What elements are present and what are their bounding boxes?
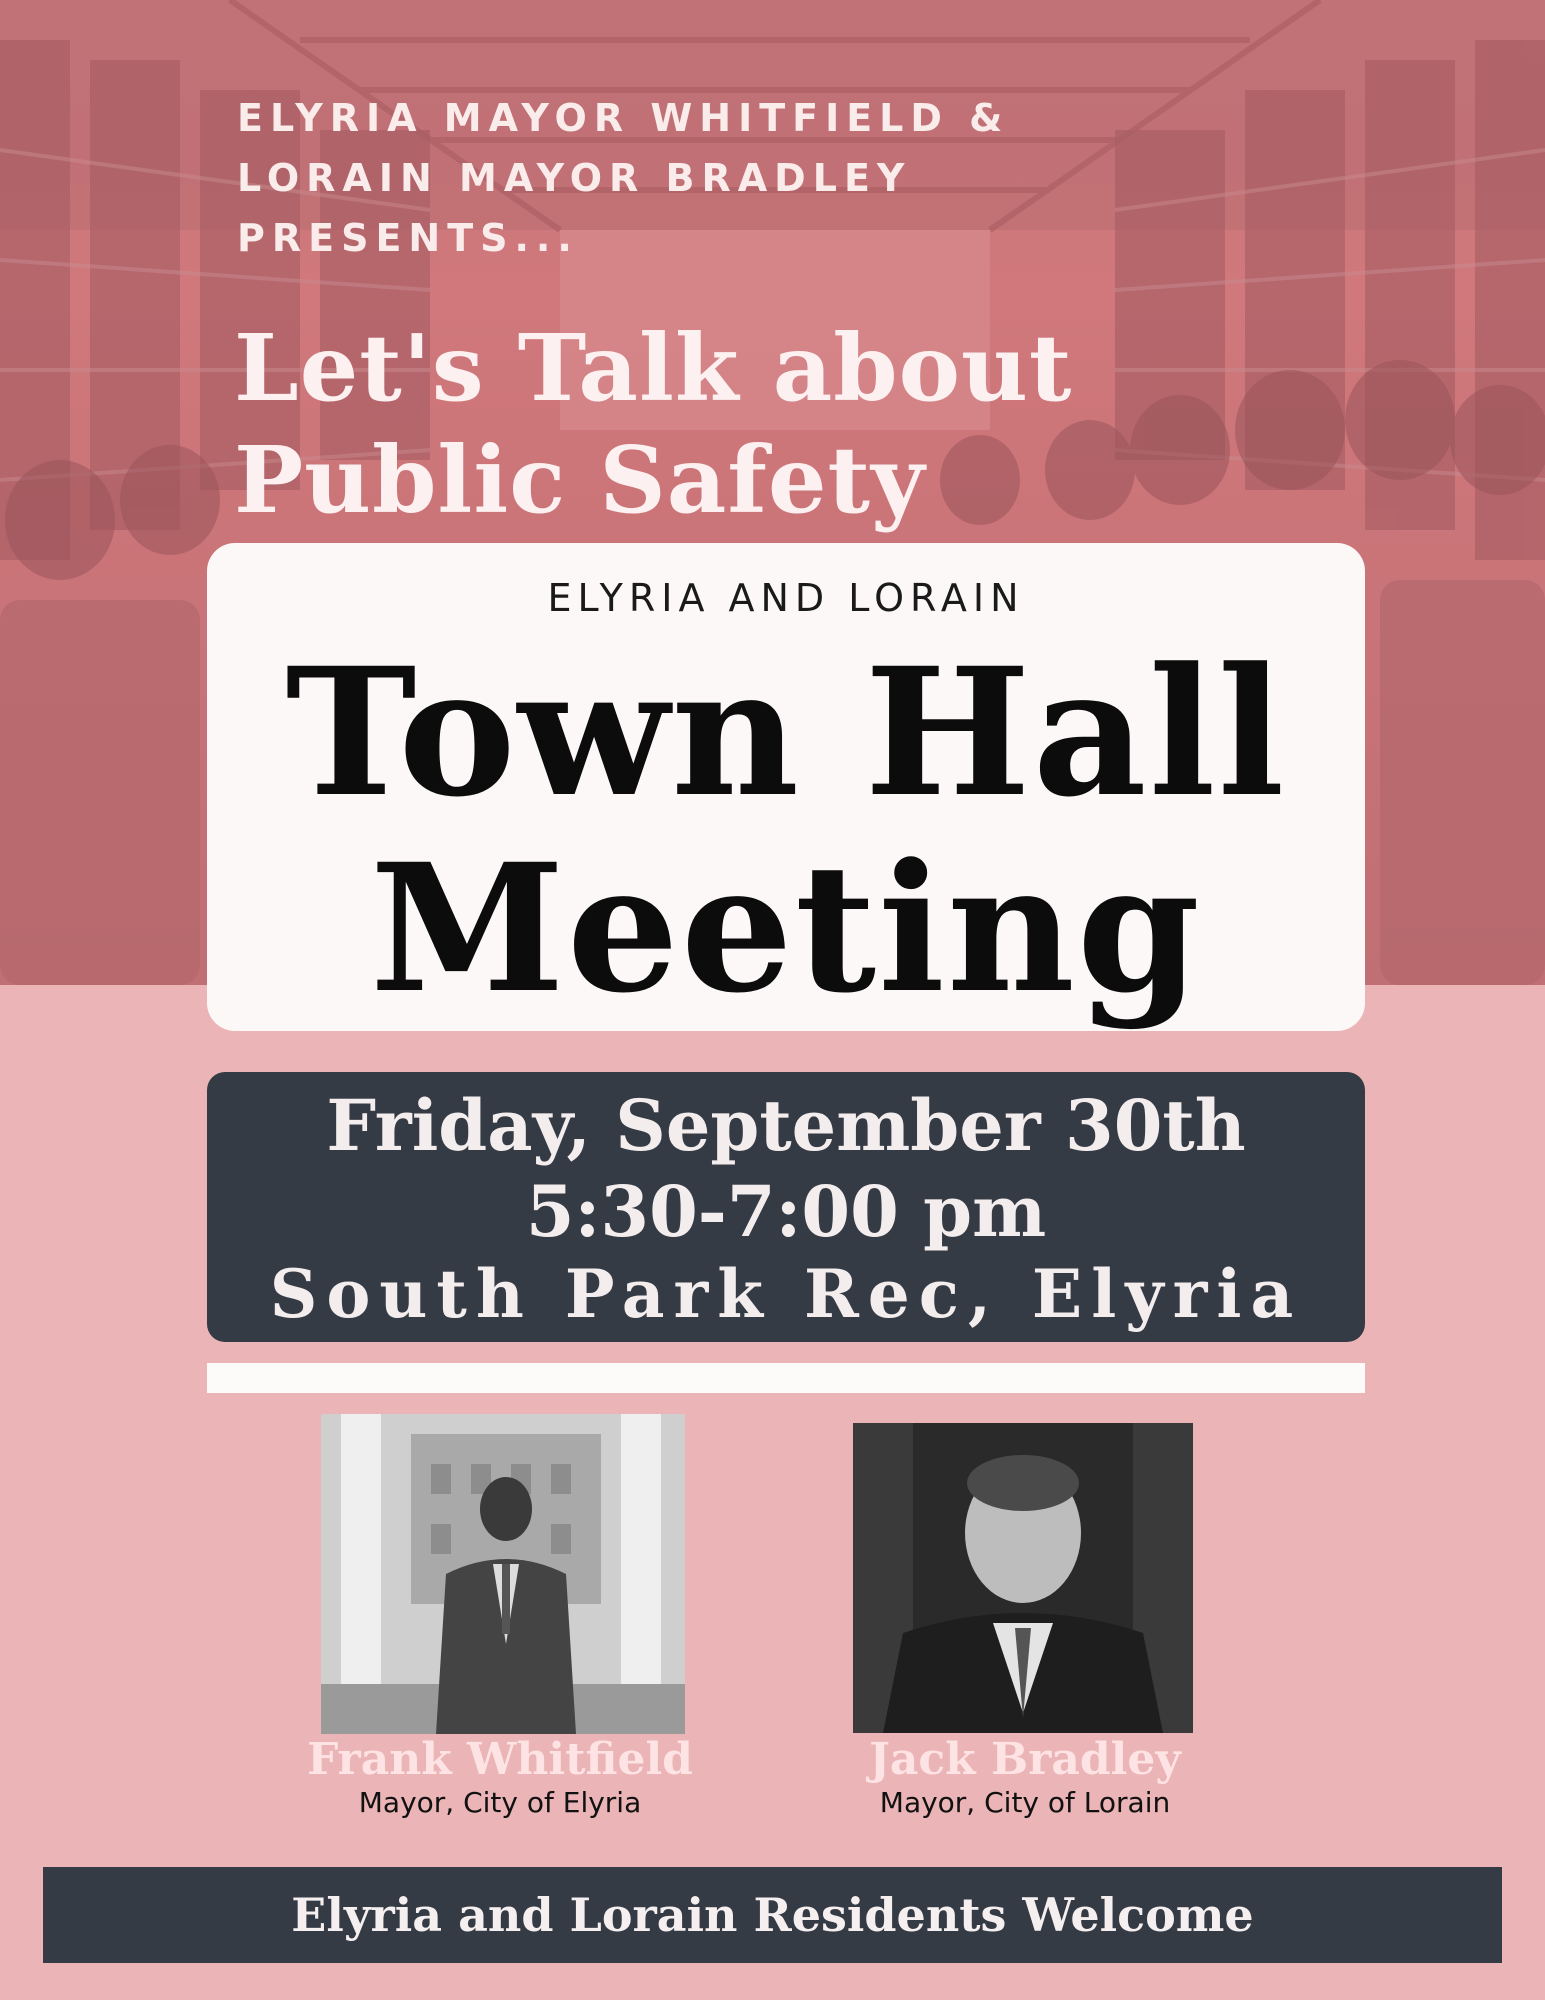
- speaker-name: Frank Whitfield: [307, 1734, 693, 1785]
- divider: [207, 1363, 1365, 1393]
- presenter-line: LORAIN MAYOR BRADLEY: [237, 156, 912, 200]
- title-card: [207, 543, 1365, 1031]
- event-time: 5:30-7:00 pm: [525, 1170, 1047, 1253]
- headline-line: Let's Talk about: [234, 314, 1073, 422]
- portrait-frank-whitfield: [321, 1414, 685, 1734]
- event-title-line: Town Hall: [285, 629, 1287, 836]
- card-subtitle: ELYRIA AND LORAIN: [547, 576, 1025, 620]
- speaker-name: Jack Bradley: [869, 1734, 1181, 1785]
- presenter-line: ELYRIA MAYOR WHITFIELD &: [237, 96, 1010, 140]
- speaker-role: Mayor, City of Lorain: [879, 1786, 1171, 1819]
- footer-banner: Elyria and Lorain Residents Welcome: [43, 1867, 1502, 1963]
- headline: [234, 312, 1234, 536]
- event-title-line: Meeting: [370, 825, 1202, 1032]
- portrait-jack-bradley: [853, 1423, 1193, 1733]
- headline-line: Public Safety: [234, 426, 926, 534]
- speaker-role: Mayor, City of Elyria: [358, 1786, 642, 1819]
- event-title: [207, 629, 1365, 1032]
- presenter-text: [237, 88, 1137, 268]
- presenter-line: PRESENTS...: [237, 216, 579, 260]
- event-location: South Park Rec, Elyria: [269, 1255, 1303, 1333]
- event-date: Friday, September 30th: [326, 1084, 1246, 1167]
- event-info-box: [207, 1072, 1365, 1342]
